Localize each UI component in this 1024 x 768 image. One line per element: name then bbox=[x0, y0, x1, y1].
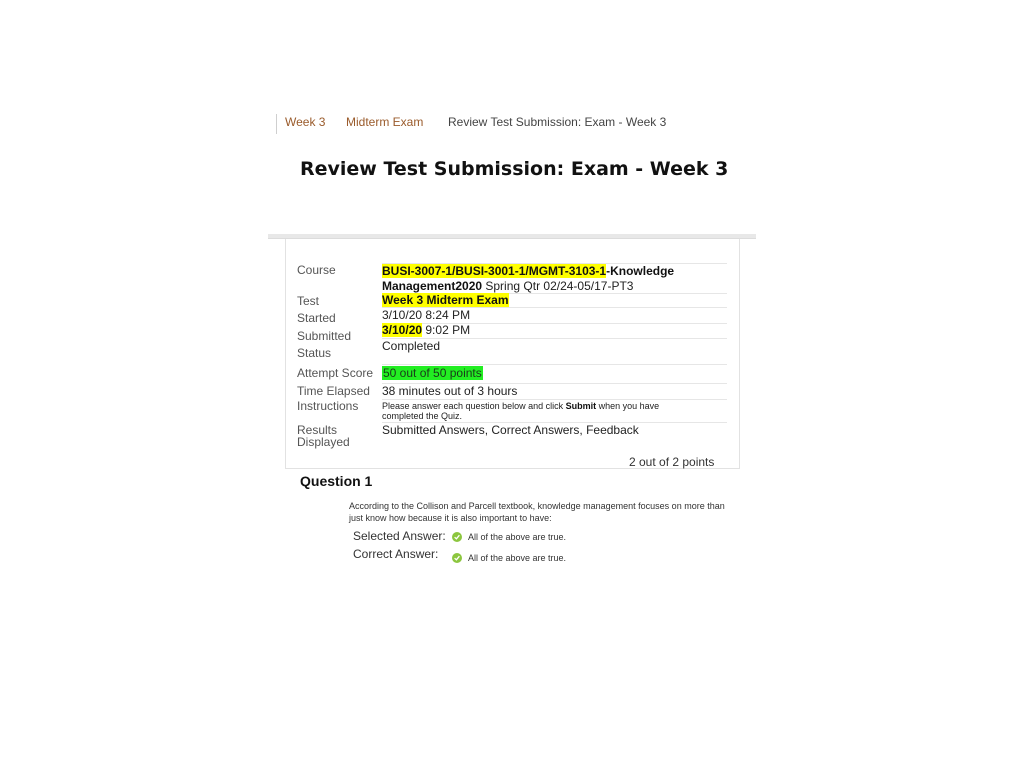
check-circle-icon bbox=[452, 532, 462, 542]
course-code: BUSI-3007-1/BUSI-3001-1/MGMT-3103-1 bbox=[382, 264, 607, 278]
instructions-text-after: when you have completed the Quiz. bbox=[382, 401, 660, 421]
correct-answer-value: All of the above are true. bbox=[468, 553, 567, 563]
breadcrumb bbox=[276, 114, 667, 134]
test-value: Week 3 Midterm Exam bbox=[382, 293, 509, 307]
divider bbox=[382, 364, 727, 365]
results-displayed-value: Submitted Answers, Correct Answers, Feedback bbox=[382, 423, 639, 437]
attempt-score-label: Attempt Score bbox=[297, 366, 374, 380]
started-value: 3/10/20 8:24 PM bbox=[382, 308, 471, 322]
time-elapsed-label: Time Elapsed bbox=[297, 384, 370, 398]
status-value: Completed bbox=[382, 339, 441, 353]
instructions-label: Instructions bbox=[297, 399, 359, 413]
question-points: 2 out of 2 points bbox=[629, 455, 715, 469]
breadcrumb-item-week-3[interactable]: Week 3 bbox=[285, 115, 326, 129]
course-term: Spring Qtr 02/24-05/17-PT3 bbox=[482, 279, 634, 293]
course-label: Course bbox=[297, 263, 336, 277]
submitted-label: Submitted bbox=[297, 329, 352, 343]
course-name-part1: -Knowledge bbox=[606, 264, 675, 278]
selected-answer-label: Selected Answer: bbox=[353, 529, 446, 543]
results-displayed-label-line1: Results bbox=[297, 423, 338, 437]
page-title: Review Test Submission: Exam - Week 3 bbox=[300, 158, 729, 180]
instructions-submit-word: Submit bbox=[565, 401, 597, 411]
submitted-time: 9:02 PM bbox=[422, 323, 471, 337]
submitted-date: 3/10/20 bbox=[382, 323, 423, 337]
divider bbox=[382, 399, 727, 400]
question-text: According to the Collison and Parcell textbook, knowledge management focuses on more than just know how because it is also important to have: bbox=[349, 501, 725, 523]
correct-answer-label: Correct Answer: bbox=[353, 547, 439, 561]
selected-answer bbox=[452, 532, 566, 543]
results-displayed-label bbox=[297, 424, 350, 448]
instructions-value bbox=[382, 401, 702, 421]
test-label: Test bbox=[297, 294, 320, 308]
course-value bbox=[382, 264, 674, 294]
time-elapsed-value: 38 minutes out of 3 hours bbox=[382, 384, 518, 398]
selected-answer-value: All of the above are true. bbox=[468, 532, 567, 542]
instructions-text-before: Please answer each question below and click bbox=[382, 401, 566, 411]
check-circle-icon bbox=[452, 553, 462, 563]
submitted-value bbox=[382, 323, 470, 337]
question-title: Question 1 bbox=[300, 473, 373, 489]
breadcrumb-current: Review Test Submission: Exam - Week 3 bbox=[448, 115, 667, 129]
results-displayed-label-line2: Displayed bbox=[297, 435, 350, 449]
course-name-part2: Management2020 bbox=[382, 279, 483, 293]
status-label: Status bbox=[297, 346, 332, 360]
correct-answer bbox=[452, 553, 566, 564]
started-label: Started bbox=[297, 311, 336, 325]
attempt-score-value: 50 out of 50 points bbox=[383, 366, 482, 380]
breadcrumb-item-midterm-exam[interactable]: Midterm Exam bbox=[346, 115, 424, 129]
